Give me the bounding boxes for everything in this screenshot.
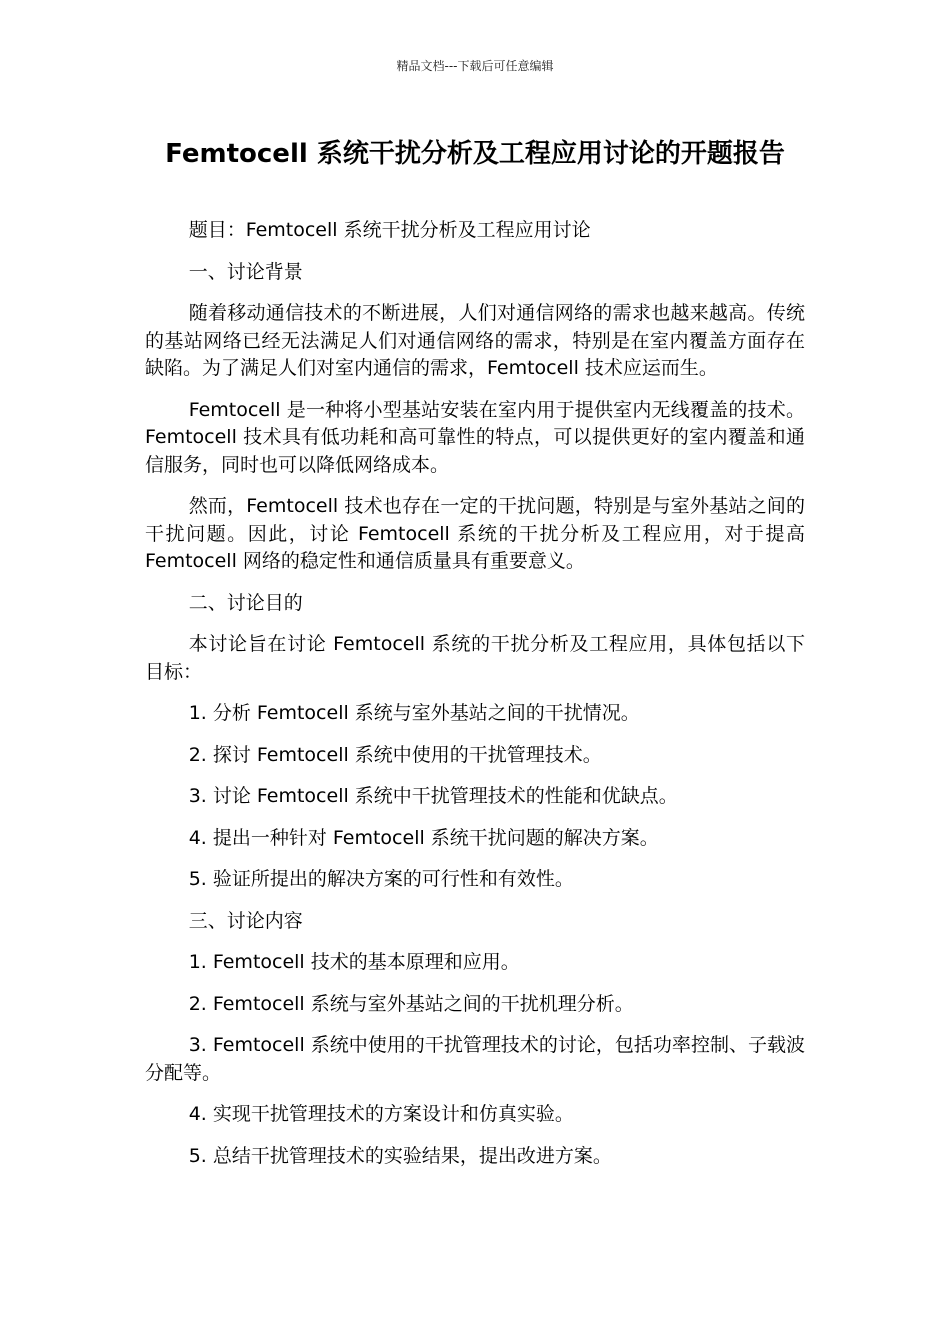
purpose-item-2: 2. 探讨 Femtocell 系统中使用的干扰管理技术。 <box>188 743 602 766</box>
subject-line: 题目：Femtocell 系统干扰分析及工程应用讨论 <box>188 219 591 241</box>
background-paragraph-3: 然而，Femtocell 技术也存在一定的干扰问题，特别是与室外基站之间的干扰问题。因此，讨论 Femtocell 系统的干扰分析及工程应用，对于提高 Femtocell 网络的稳定性和通信质量具有重要意义。 <box>145 495 805 572</box>
content-item-2: 2. Femtocell 系统与室外基站之间的干扰机理分析。 <box>188 992 634 1015</box>
header-note: 精品文档---下载后可任意编辑 <box>396 59 554 73</box>
background-paragraph-2: Femtocell 是一种将小型基站安装在室内用于提供室内无线覆盖的技术。Femtocell 技术具有低功耗和高可靠性的特点，可以提供更好的室内覆盖和通信服务，同时也可以降低网络成本。 <box>145 398 805 476</box>
purpose-intro: 本讨论旨在讨论 Femtocell 系统的干扰分析及工程应用，具体包括以下目标： <box>145 633 805 683</box>
content-item-5: 5. 总结干扰管理技术的实验结果，提出改进方案。 <box>188 1144 612 1167</box>
section-heading-content: 三、讨论内容 <box>188 909 303 932</box>
section-heading-purpose: 二、讨论目的 <box>188 591 303 614</box>
purpose-item-1: 1. 分析 Femtocell 系统与室外基站之间的干扰情况。 <box>188 702 640 724</box>
purpose-item-4: 4. 提出一种针对 Femtocell 系统干扰问题的解决方案。 <box>188 826 659 849</box>
document-title: Femtocell 系统干扰分析及工程应用讨论的开题报告 <box>165 139 785 169</box>
section-heading-background: 一、讨论背景 <box>188 260 303 283</box>
document-body <box>145 217 805 1184</box>
content-item-1: 1. Femtocell 技术的基本原理和应用。 <box>188 951 520 973</box>
content-item-3: 3. Femtocell 系统中使用的干扰管理技术的讨论，包括功率控制、子载波分配等。 <box>145 1034 805 1084</box>
content-item-4: 4. 实现干扰管理技术的方案设计和仿真实验。 <box>188 1103 574 1125</box>
background-paragraph-1: 随着移动通信技术的不断进展，人们对通信网络的需求也越来越高。传统的基站网络已经无法满足人们对通信网络的需求，特别是在室内覆盖方面存在缺陷。为了满足人们对室内通信的需求，Femtocell 技术应运而生。 <box>145 302 805 379</box>
purpose-item-3: 3. 讨论 Femtocell 系统中干扰管理技术的性能和优缺点。 <box>188 785 678 807</box>
purpose-item-5: 5. 验证所提出的解决方案的可行性和有效性。 <box>188 868 574 890</box>
